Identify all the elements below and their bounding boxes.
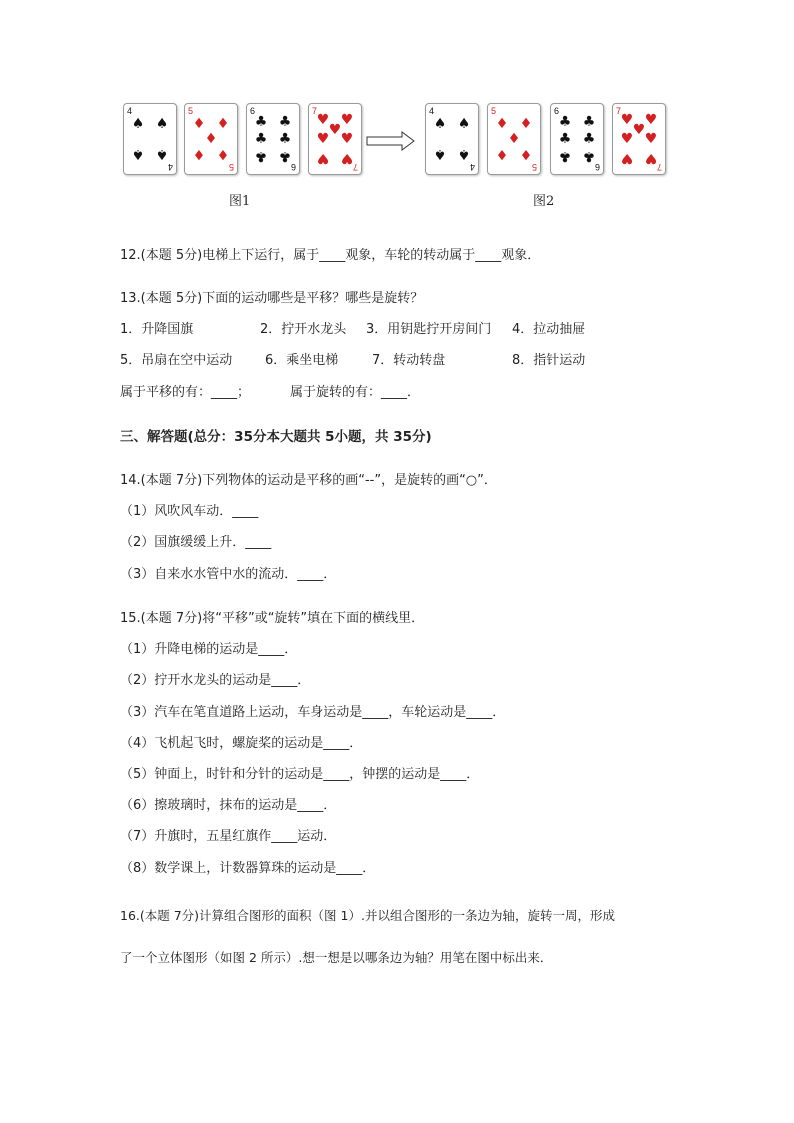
spade-icon: ♠	[433, 116, 447, 132]
card-fig1-4	[308, 103, 362, 175]
card-rank-bottom: 7	[352, 162, 358, 172]
diamond-icon: ♦	[216, 116, 230, 132]
diamond-icon: ♦	[192, 146, 206, 162]
diamond-icon: ♦	[204, 131, 218, 147]
heart-icon: ♥	[620, 150, 634, 166]
diamond-icon: ♦	[216, 146, 230, 162]
card-rank-top: 4	[429, 106, 435, 116]
diamond-icon: ♦	[507, 131, 521, 147]
list-item: （1）升降电梯的运动是____．	[120, 642, 298, 657]
list-item: 6．乘坐电梯	[265, 353, 339, 368]
card-rank-top: 4	[127, 106, 133, 116]
club-icon: ♣	[254, 148, 268, 164]
list-item: 8．指针运动	[512, 353, 586, 368]
diamond-icon: ♦	[495, 146, 509, 162]
card-fig2-3	[550, 103, 604, 175]
club-icon: ♣	[254, 131, 268, 147]
card-rank-bottom: 5	[531, 162, 537, 172]
figure-1-label: 图1	[229, 194, 251, 209]
list-item: （4）飞机起飞时，螺旋桨的运动是____．	[120, 736, 363, 751]
list-item: 3．用钥匙拧开房间门	[366, 322, 492, 337]
spade-icon: ♠	[433, 146, 447, 162]
section-3-heading: 三、解答题(总分：35分本大题共 5小题，共 35分)	[120, 429, 432, 445]
card-rank-bottom: 6	[290, 162, 296, 172]
question-13-answer-translation: 属于平移的有：____；	[120, 385, 251, 400]
list-item: 4．拉动抽屉	[512, 322, 586, 337]
list-item: （3）汽车在笔直道路上运动，车身运动是____，车轮运动是____．	[120, 705, 506, 720]
spade-icon: ♠	[457, 116, 471, 132]
card-rank-bottom: 5	[228, 162, 234, 172]
card-rank-bottom: 6	[594, 162, 600, 172]
club-icon: ♣	[278, 114, 292, 130]
card-fig2-1	[425, 103, 479, 175]
heart-icon: ♥	[620, 112, 634, 128]
spade-icon: ♠	[131, 116, 145, 132]
list-item: （5）钟面上，时针和分针的运动是____，钟摆的运动是____．	[120, 767, 480, 782]
right-arrow-icon	[366, 131, 416, 151]
list-item: （6）擦玻璃时，抹布的运动是____．	[120, 798, 337, 813]
list-item: （2）拧开水龙头的运动是____．	[120, 673, 311, 688]
card-fig1-3	[246, 103, 300, 175]
question-14-stem: 14.(本题 7分)下列物体的运动是平移的画“--”，是旋转的画“○”．	[120, 473, 497, 488]
spade-icon: ♠	[131, 146, 145, 162]
heart-icon: ♥	[340, 131, 354, 147]
list-item: 1．升降国旗	[120, 322, 194, 337]
list-item: 2．拧开水龙头	[260, 322, 347, 337]
diamond-icon: ♦	[519, 116, 533, 132]
heart-icon: ♥	[644, 131, 658, 147]
heart-icon: ♥	[328, 122, 342, 138]
card-rank-top: 7	[312, 106, 318, 116]
heart-icon: ♥	[620, 131, 634, 147]
card-rank-top: 5	[188, 106, 194, 116]
club-icon: ♣	[582, 131, 596, 147]
list-item: （2）国旗缓缓上升．____	[120, 535, 272, 550]
card-fig1-2	[184, 103, 238, 175]
heart-icon: ♥	[316, 150, 330, 166]
list-item: （8）数学课上，计数器算珠的运动是____．	[120, 861, 376, 876]
heart-icon: ♥	[316, 112, 330, 128]
heart-icon: ♥	[644, 112, 658, 128]
card-fig2-4	[612, 103, 666, 175]
heart-icon: ♥	[632, 122, 646, 138]
list-item: （7）升旗时，五星红旗作____运动．	[120, 829, 337, 844]
spade-icon: ♠	[155, 146, 169, 162]
card-rank-bottom: 4	[469, 162, 475, 172]
list-item: （1）风吹风车动．____	[120, 504, 259, 519]
diamond-icon: ♦	[519, 146, 533, 162]
card-fig1-1	[123, 103, 177, 175]
club-icon: ♣	[278, 148, 292, 164]
card-fig2-2	[487, 103, 541, 175]
list-item: （3）自来水水管中水的流动．____．	[120, 567, 337, 582]
club-icon: ♣	[582, 114, 596, 130]
club-icon: ♣	[558, 114, 572, 130]
heart-icon: ♥	[340, 150, 354, 166]
question-12: 12.(本题 5分)电梯上下运行，属于____观象，车轮的转动属于____观象．	[120, 248, 541, 263]
heart-icon: ♥	[644, 150, 658, 166]
card-rank-top: 6	[554, 106, 560, 116]
spade-icon: ♠	[155, 116, 169, 132]
card-rank-top: 7	[616, 106, 622, 116]
question-16-line-1: 16.(本题 7分)计算组合图形的面积（图 1）.并以组合图形的一条边为轴，旋转一周，形成	[120, 908, 615, 923]
club-icon: ♣	[582, 148, 596, 164]
heart-icon: ♥	[316, 131, 330, 147]
card-rank-bottom: 4	[167, 162, 173, 172]
figure-2-label: 图2	[533, 194, 555, 209]
question-13-stem: 13.(本题 5分)下面的运动哪些是平移？哪些是旋转？	[120, 291, 424, 306]
club-icon: ♣	[278, 131, 292, 147]
spade-icon: ♠	[457, 146, 471, 162]
heart-icon: ♥	[340, 112, 354, 128]
club-icon: ♣	[558, 148, 572, 164]
card-rank-top: 5	[491, 106, 497, 116]
card-rank-top: 6	[250, 106, 256, 116]
question-13-answer-rotation: 属于旋转的有：____．	[290, 385, 421, 400]
club-icon: ♣	[558, 131, 572, 147]
list-item: 7．转动转盘	[372, 353, 446, 368]
list-item: 5．吊扇在空中运动	[120, 353, 233, 368]
card-rank-bottom: 7	[656, 162, 662, 172]
question-15-stem: 15.(本题 7分)将“平移”或“旋转”填在下面的横线里．	[120, 611, 425, 626]
club-icon: ♣	[254, 114, 268, 130]
diamond-icon: ♦	[192, 116, 206, 132]
question-16-line-2: 了一个立体图形（如图 2 所示）.想一想是以哪条边为轴？用笔在图中标出来．	[120, 950, 553, 965]
diamond-icon: ♦	[495, 116, 509, 132]
